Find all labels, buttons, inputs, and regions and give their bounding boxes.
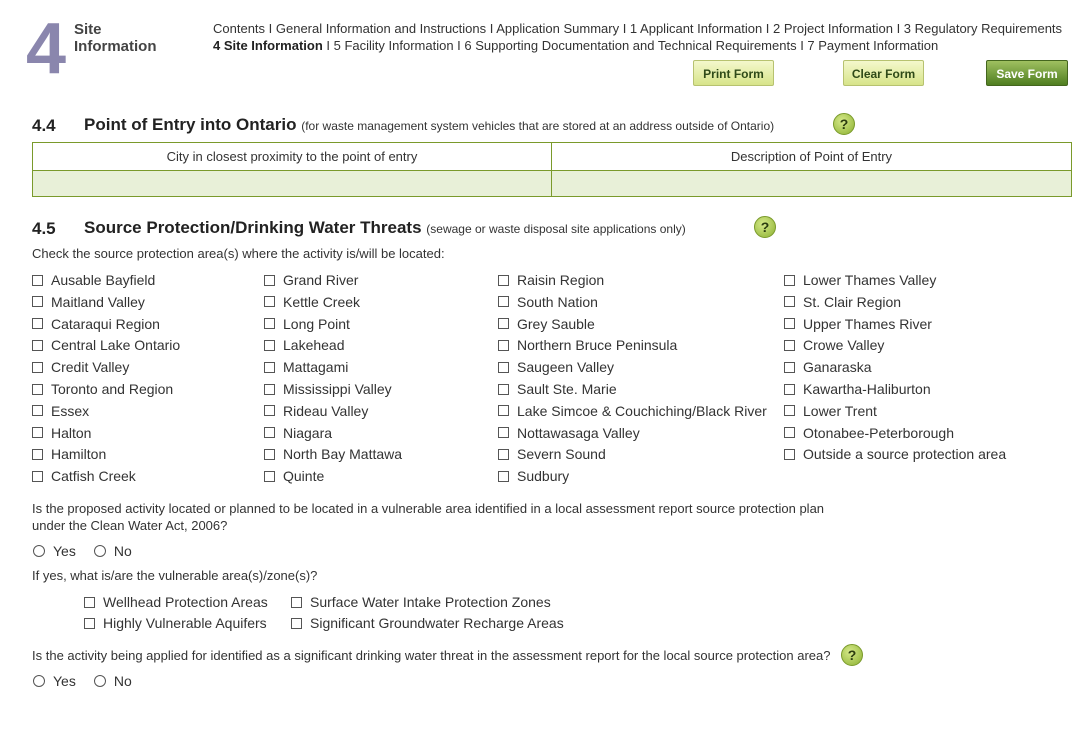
vulnerable-yes-option[interactable] [33,543,76,559]
checkbox-option[interactable] [264,336,345,354]
section-4-4-subtitle: (for waste management system vehicles that are stored at an address outside of Ontario) [301,119,775,133]
checkbox[interactable] [32,275,43,286]
checkbox-option[interactable] [84,593,268,611]
checkbox[interactable] [32,296,43,307]
checkbox-label: Ganaraska [803,359,872,376]
checkbox[interactable] [32,340,43,351]
checkbox-option[interactable] [264,315,350,333]
section-title: Site Information [74,21,157,55]
checkbox[interactable] [498,296,509,307]
checkbox-label: St. Clair Region [803,293,902,310]
help-icon[interactable]: ? [833,113,855,135]
checkbox[interactable] [498,362,509,373]
checkbox-option[interactable] [32,293,145,311]
checkbox[interactable] [498,275,509,286]
checkbox[interactable] [498,427,509,438]
checkbox-option[interactable] [498,336,677,354]
checkbox[interactable] [784,275,795,286]
print-form-button[interactable]: Print Form [693,60,774,86]
checkbox-option[interactable] [498,467,569,485]
nav-other-sections[interactable]: I 5 Facility Information I 6 Supporting Documentation and Technical Requirements I 7 Payment Information [322,38,939,53]
checkbox-label: Wellhead Protection Areas [103,594,268,610]
checkbox-label: Highly Vulnerable Aquifers [103,615,267,631]
checkbox-label: Outside a source protection area [803,446,1007,463]
checkbox-label: Northern Bruce Peninsula [517,337,678,354]
checkbox[interactable] [291,597,302,608]
checkbox-label: Quinte [283,468,325,485]
checkbox-label: South Nation [517,293,598,310]
checkbox[interactable] [264,275,275,286]
checkbox-option[interactable] [264,358,348,376]
checkbox[interactable] [32,318,43,329]
threat-answer [33,673,150,689]
checkbox[interactable] [291,618,302,629]
vulnerable-area-answer [33,543,150,559]
checkbox-option[interactable] [498,358,614,376]
checkbox-option[interactable] [32,402,89,420]
checkbox-label: Crowe Valley [803,337,885,354]
no-label: No [113,673,132,689]
checkbox[interactable] [264,449,275,460]
checkbox-option[interactable] [32,315,160,333]
checkbox-option[interactable] [32,271,155,289]
threat-question: Is the activity being applied for identified as a significant drinking water threat in the assessment report for the local source protection area? [32,648,831,663]
section-4-4-title: Point of Entry into Ontario [84,115,297,134]
checkbox-label: Surface Water Intake Protection Zones [310,594,551,610]
checkbox-label: Niagara [283,424,333,441]
checkbox-option[interactable] [784,293,901,311]
checkbox[interactable] [498,449,509,460]
zones-question: If yes, what is/are the vulnerable area(s)/zone(s)? [32,568,318,583]
checkbox[interactable] [784,384,795,395]
checkbox-option[interactable] [498,380,617,398]
checkbox[interactable] [784,405,795,416]
checkbox-label: Otonabee-Peterborough [803,424,954,441]
section-number: 4 [26,9,67,89]
checkbox-label: North Bay Mattawa [283,446,403,463]
checkbox[interactable] [498,471,509,482]
checkbox-label: Cataraqui Region [51,315,160,332]
threat-no-option[interactable] [94,673,132,689]
checkbox-option[interactable] [784,402,877,420]
checkbox[interactable] [498,405,509,416]
checkbox-label: Raisin Region [517,272,605,288]
checkbox[interactable] [32,427,43,438]
checkbox-label: Sault Ste. Marie [517,381,617,397]
checkbox-option[interactable] [498,445,606,463]
checkbox-option[interactable] [784,424,954,442]
checkbox-option[interactable] [784,271,936,289]
column-header-city: City in closest proximity to the point of entry [166,149,418,164]
checkbox-option[interactable] [498,293,598,311]
help-icon[interactable]: ? [841,644,863,666]
checkbox-option[interactable] [264,380,392,398]
checkbox[interactable] [32,471,43,482]
section-4-5-subtitle: (sewage or waste disposal site applications only) [426,222,686,236]
checkbox-label: Severn Sound [517,446,606,463]
checkbox[interactable] [84,597,95,608]
checkbox[interactable] [498,340,509,351]
checkbox-option[interactable] [264,467,324,485]
checkbox-label: Grand River [283,272,359,288]
checkbox-option[interactable] [264,445,402,463]
checkbox-option[interactable] [784,445,1006,463]
checkbox-option[interactable] [498,271,604,289]
vulnerable-yes-radio[interactable] [33,545,45,557]
checkbox[interactable] [784,362,795,373]
section-4-5-number: 4.5 [32,219,56,238]
checkbox[interactable] [498,318,509,329]
checkbox-option[interactable] [32,445,106,463]
checkbox-option[interactable] [32,358,129,376]
checkbox[interactable] [498,384,509,395]
checkbox-label: Essex [51,402,90,419]
checkbox[interactable] [32,384,43,395]
checkbox-label: Ausable Bayfield [51,272,156,288]
checkbox-option[interactable] [264,293,360,311]
city-input[interactable] [33,171,551,196]
checkbox-label: Kawartha-Haliburton [803,381,931,397]
section-4-5-heading [84,218,686,238]
checkbox-label: Credit Valley [51,359,130,376]
checkbox-option[interactable] [264,271,358,289]
vulnerable-area-question-line-1: Is the proposed activity located or planned to be located in a vulnerable area identified in a local assessment report source protection plan [32,501,825,516]
threat-no-radio[interactable] [94,675,106,687]
checkbox-option[interactable] [498,424,640,442]
checkbox-label: Lower Thames Valley [803,272,937,288]
checkbox-label: Grey Sauble [517,315,595,332]
checkbox-label: Lake Simcoe & Couchiching/Black River [517,402,767,419]
form-navigation-line-2[interactable] [213,38,938,53]
checkbox[interactable] [784,449,795,460]
checkbox-option[interactable] [264,424,332,442]
checkbox[interactable] [264,405,275,416]
form-navigation-line-1[interactable]: Contents I General Information and Instructions I Application Summary I 1 Applicant Information I 2 Project Information I 3 Regulatory Requirements [213,21,1063,36]
section-4-4-number: 4.4 [32,116,56,135]
checkbox-label: Mattagami [283,359,349,376]
check-area-prompt: Check the source protection area(s) where the activity is/will be located: [32,246,445,261]
checkbox-label: Central Lake Ontario [51,337,181,354]
checkbox[interactable] [264,471,275,482]
checkbox-label: Kettle Creek [283,293,361,310]
section-4-4-heading [84,115,774,135]
checkbox-label: Nottawasaga Valley [517,424,640,441]
threat-yes-radio[interactable] [33,675,45,687]
checkbox[interactable] [264,296,275,307]
checkbox-option[interactable] [32,424,91,442]
checkbox-option[interactable] [784,380,931,398]
vulnerable-area-question-line-2: under the Clean Water Act, 2006? [32,518,228,533]
save-form-button[interactable]: Save Form [986,60,1068,86]
checkbox-label: Halton [51,424,92,441]
checkbox[interactable] [784,340,795,351]
threat-yes-option[interactable] [33,673,76,689]
checkbox-option[interactable] [264,402,368,420]
checkbox-label: Toronto and Region [51,381,174,397]
checkbox-option[interactable] [291,593,551,611]
checkbox-option[interactable] [784,336,884,354]
checkbox-option[interactable] [32,336,180,354]
checkbox-option[interactable] [291,614,564,632]
checkbox[interactable] [84,618,95,629]
checkbox-label: Lower Trent [803,402,877,419]
checkbox-label: Long Point [283,315,350,332]
vulnerable-no-option[interactable] [94,543,132,559]
section-4-5-title: Source Protection/Drinking Water Threats [84,218,422,237]
checkbox[interactable] [784,296,795,307]
checkbox-option[interactable] [32,380,173,398]
checkbox-label: Catfish Creek [51,468,136,485]
checkbox-label: Significant Groundwater Recharge Areas [310,615,564,631]
checkbox[interactable] [784,427,795,438]
checkbox[interactable] [32,405,43,416]
clear-form-button[interactable]: Clear Form [843,60,924,86]
vulnerable-no-radio[interactable] [94,545,106,557]
checkbox-option[interactable] [498,402,767,420]
checkbox[interactable] [264,318,275,329]
column-header-description: Description of Point of Entry [730,149,893,164]
checkbox-option[interactable] [498,315,595,333]
checkbox-option[interactable] [784,358,871,376]
checkbox-label: Upper Thames River [803,315,932,332]
checkbox-label: Sudbury [517,468,570,485]
checkbox-label: Saugeen Valley [517,359,615,376]
checkbox[interactable] [264,362,275,373]
checkbox[interactable] [784,318,795,329]
yes-label: Yes [53,673,76,689]
checkbox-label: Rideau Valley [283,402,369,419]
checkbox[interactable] [264,427,275,438]
nav-current-section[interactable]: 4 Site Information [213,38,323,53]
checkbox[interactable] [32,362,43,373]
checkbox-label: Lakehead [283,337,345,354]
no-label: No [113,543,132,559]
checkbox[interactable] [32,449,43,460]
checkbox-option[interactable] [784,315,932,333]
point-of-entry-table [32,142,1072,197]
checkbox-option[interactable] [84,614,267,632]
description-input[interactable] [552,171,1071,196]
yes-label: Yes [53,543,76,559]
checkbox-label: Mississippi Valley [283,381,392,397]
checkbox-label: Hamilton [51,446,107,463]
checkbox-option[interactable] [32,467,136,485]
checkbox[interactable] [264,384,275,395]
checkbox[interactable] [264,340,275,351]
checkbox-label: Maitland Valley [51,293,145,310]
help-icon[interactable]: ? [754,216,776,238]
